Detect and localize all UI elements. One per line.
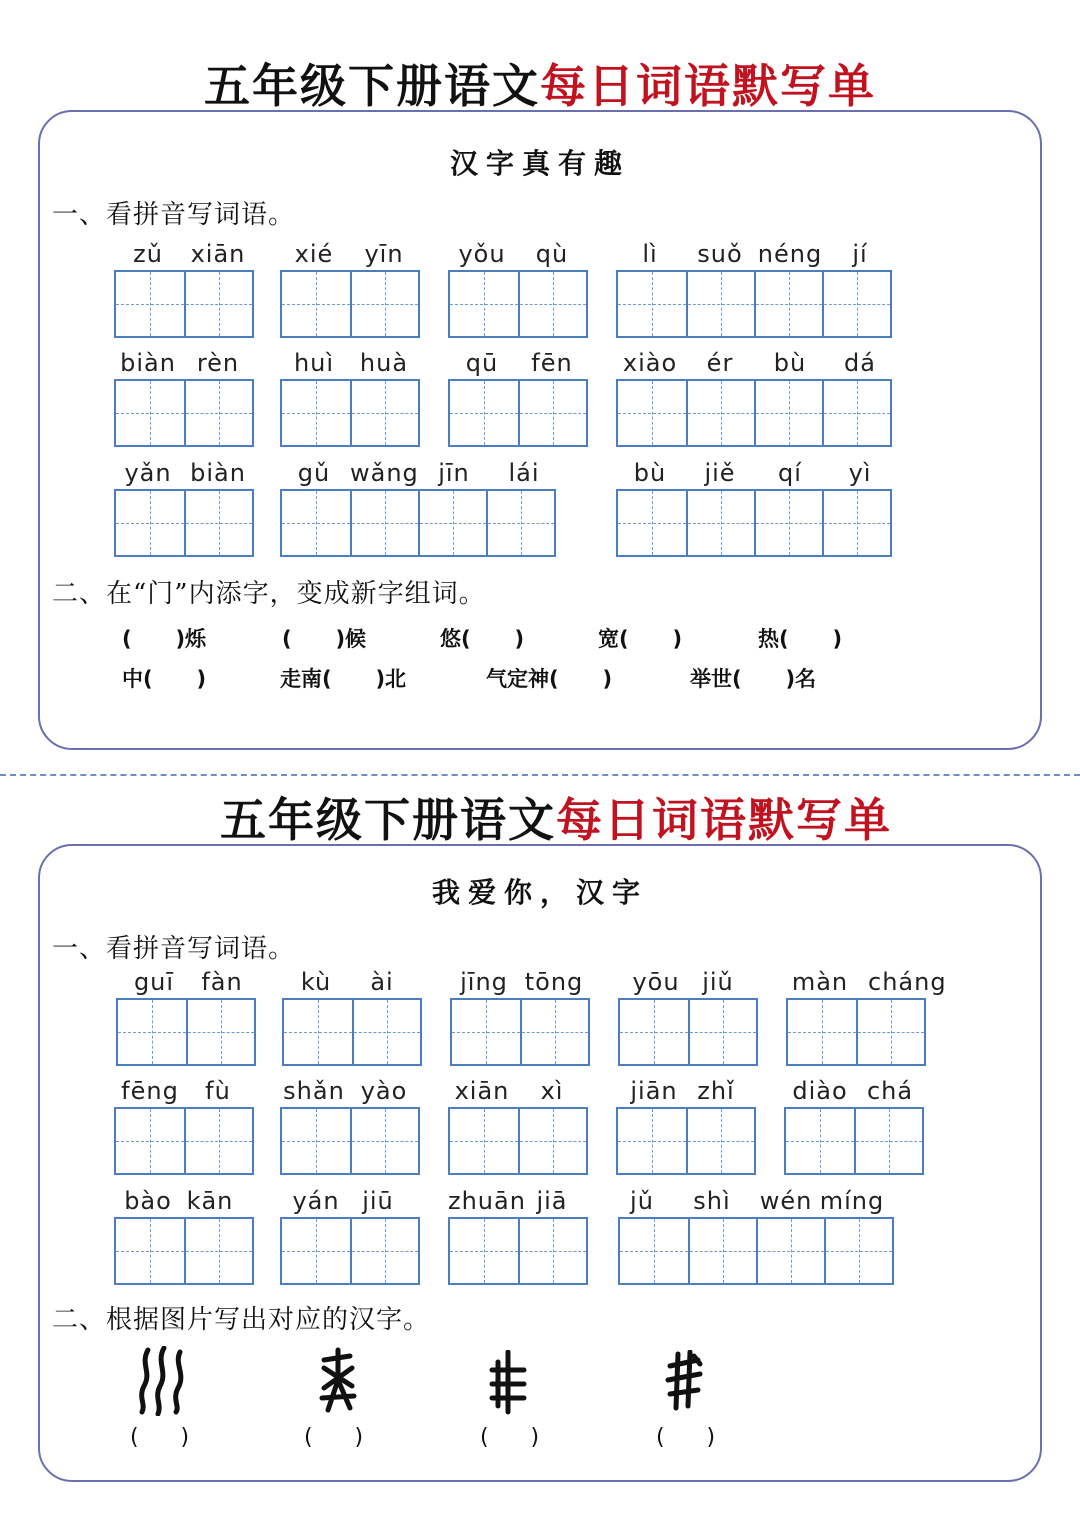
sheet1-title-highlight: 每日词语默写单 <box>540 59 876 113</box>
pinyin-syllable: bào <box>124 1187 172 1215</box>
writing-cell[interactable] <box>116 381 184 445</box>
pinyin-syllable: qù <box>535 240 569 268</box>
fill-blank-item[interactable]: 宽( ) <box>598 627 683 651</box>
sheet1-word[interactable] <box>114 459 254 557</box>
writing-cell[interactable] <box>686 381 754 445</box>
writing-grid[interactable] <box>448 1217 588 1285</box>
writing-grid[interactable] <box>282 998 422 1066</box>
answer-blank[interactable]: ( ) <box>130 1425 190 1450</box>
writing-grid[interactable] <box>784 1107 924 1175</box>
answer-blank[interactable]: ( ) <box>656 1425 716 1450</box>
writing-grid[interactable] <box>786 998 926 1066</box>
writing-grid[interactable] <box>114 379 254 447</box>
sheet1-lesson-title: 汉字真有趣 <box>449 147 630 180</box>
pinyin-syllable: míng <box>819 1187 885 1215</box>
pinyin-syllable: jiā <box>536 1187 568 1215</box>
pinyin-syllable: tōng <box>524 968 584 996</box>
writing-cell[interactable] <box>618 1109 686 1173</box>
pinyin-syllable: jīng <box>460 968 508 996</box>
pinyin-syllable: bù <box>633 459 667 487</box>
writing-cell[interactable] <box>518 381 586 445</box>
pinyin-syllable: yōu <box>632 968 680 996</box>
sheet2-word[interactable] <box>116 968 256 1066</box>
writing-grid[interactable] <box>448 270 588 338</box>
pinyin-syllable: xì <box>540 1077 564 1105</box>
writing-cell[interactable] <box>618 491 686 555</box>
writing-cell[interactable] <box>418 491 486 555</box>
sheet2-section2-heading: 二、根据图片写出对应的汉字。 <box>52 1305 431 1335</box>
pinyin-syllable: jiǔ <box>702 968 734 996</box>
writing-grid[interactable] <box>280 1217 420 1285</box>
writing-cell[interactable] <box>822 381 890 445</box>
pinyin-syllable: yào <box>360 1077 408 1105</box>
writing-cell[interactable] <box>618 272 686 336</box>
sheet2-word[interactable] <box>618 968 758 1066</box>
writing-cell[interactable] <box>520 1000 588 1064</box>
pinyin-syllable: jiě <box>704 459 736 487</box>
answer-blank[interactable]: ( ) <box>480 1425 540 1450</box>
writing-cell[interactable] <box>184 272 252 336</box>
fill-blank-item[interactable]: 中( ) <box>122 667 207 691</box>
writing-grid[interactable] <box>114 1107 254 1175</box>
sheet1-word[interactable] <box>616 349 892 447</box>
writing-cell[interactable] <box>620 1219 688 1283</box>
writing-grid[interactable] <box>616 1107 756 1175</box>
sheet2-word[interactable] <box>448 1077 588 1175</box>
writing-cell[interactable] <box>282 272 350 336</box>
pinyin-syllable: dá <box>844 349 876 377</box>
pinyin-syllable: fēn <box>531 349 573 377</box>
sheet2-word[interactable] <box>280 1187 420 1285</box>
pinyin-syllable: cháng <box>868 968 947 996</box>
writing-grid[interactable] <box>448 1107 588 1175</box>
pinyin-syllable: xiān <box>190 240 246 268</box>
pinyin-syllable: huì <box>293 349 335 377</box>
writing-cell[interactable] <box>450 1109 518 1173</box>
writing-grid[interactable] <box>618 998 758 1066</box>
sheet1-word[interactable] <box>616 459 892 557</box>
fill-blank-item[interactable]: 走南( )北 <box>280 667 407 691</box>
pinyin-syllable: ér <box>706 349 734 377</box>
pinyin-syllable: zhuān <box>448 1187 526 1215</box>
writing-cell[interactable] <box>754 272 822 336</box>
pinyin-syllable: qí <box>778 459 802 487</box>
sheet2-section1-heading: 一、看拼音写词语。 <box>52 934 296 964</box>
sheet2-word[interactable] <box>786 968 947 1066</box>
writing-cell[interactable] <box>116 491 184 555</box>
writing-cell[interactable] <box>854 1109 922 1173</box>
pinyin-syllable: yì <box>848 459 872 487</box>
writing-cell[interactable] <box>686 491 754 555</box>
pinyin-syllable: yǎn <box>124 459 172 487</box>
sheet2-lesson-title: 我爱你，汉字 <box>431 876 648 909</box>
writing-grid[interactable] <box>116 998 256 1066</box>
pinyin-syllable: chá <box>866 1077 914 1105</box>
writing-grid[interactable] <box>450 998 590 1066</box>
writing-grid[interactable] <box>280 489 556 557</box>
ancient-script-glyph-2 <box>316 1346 360 1416</box>
pinyin-syllable: huà <box>359 349 409 377</box>
pinyin-syllable: jīn <box>438 459 470 487</box>
writing-cell[interactable] <box>116 1219 184 1283</box>
pinyin-syllable: guī <box>133 968 175 996</box>
writing-cell[interactable] <box>352 1000 420 1064</box>
pinyin-syllable: fù <box>205 1077 231 1105</box>
writing-cell[interactable] <box>116 1109 184 1173</box>
writing-grid[interactable] <box>280 270 420 338</box>
sheet1-section2-heading: 二、在“门”内添字，变成新字组词。 <box>52 579 486 609</box>
writing-grid[interactable] <box>114 489 254 557</box>
pinyin-syllable: màn <box>791 968 849 996</box>
writing-cell[interactable] <box>350 272 418 336</box>
writing-cell[interactable] <box>450 381 518 445</box>
fill-blank-item[interactable]: 热( ) <box>758 627 843 651</box>
writing-cell[interactable] <box>754 381 822 445</box>
ancient-script-glyph-3 <box>488 1350 528 1416</box>
pinyin-syllable: gǔ <box>297 459 331 487</box>
writing-cell[interactable] <box>754 491 822 555</box>
writing-cell[interactable] <box>184 491 252 555</box>
pinyin-syllable: xiān <box>454 1077 510 1105</box>
writing-cell[interactable] <box>856 1000 924 1064</box>
writing-cell[interactable] <box>282 1109 350 1173</box>
pinyin-syllable: fàn <box>201 968 243 996</box>
fill-blank-item[interactable]: 气定神( ) <box>486 667 613 691</box>
writing-cell[interactable] <box>518 1109 586 1173</box>
sheet2-title <box>16 784 1080 850</box>
sheet2-word[interactable] <box>616 1077 756 1175</box>
writing-cell[interactable] <box>756 1219 824 1283</box>
pinyin-syllable: jiū <box>362 1187 394 1215</box>
pinyin-syllable: zǔ <box>133 240 163 268</box>
writing-cell[interactable] <box>350 1109 418 1173</box>
writing-cell[interactable] <box>184 1219 252 1283</box>
pinyin-syllable: diào <box>792 1077 848 1105</box>
writing-cell[interactable] <box>686 1109 754 1173</box>
writing-cell[interactable] <box>786 1109 854 1173</box>
sheet1-title <box>0 50 1080 116</box>
pinyin-syllable: xiào <box>622 349 678 377</box>
fill-blank-item[interactable]: ( )候 <box>282 627 367 651</box>
fill-blank-item[interactable]: ( )烁 <box>122 627 207 651</box>
sheet2-word[interactable] <box>618 1187 894 1285</box>
writing-cell[interactable] <box>450 1219 518 1283</box>
sheet2-word[interactable] <box>784 1077 924 1175</box>
sheet1-word[interactable] <box>114 240 254 338</box>
sheet2-word[interactable] <box>114 1077 254 1175</box>
fill-blank-item[interactable]: 举世( )名 <box>690 667 817 691</box>
writing-cell[interactable] <box>486 491 554 555</box>
pinyin-syllable: bù <box>773 349 807 377</box>
writing-grid[interactable] <box>616 270 892 338</box>
writing-cell[interactable] <box>686 272 754 336</box>
pinyin-syllable: yǒu <box>458 240 506 268</box>
pinyin-syllable: xié <box>294 240 334 268</box>
writing-cell[interactable] <box>282 491 350 555</box>
pinyin-syllable: shǎn <box>283 1077 345 1105</box>
writing-grid[interactable] <box>616 379 892 447</box>
sheet2-word[interactable] <box>448 1187 588 1285</box>
pinyin-syllable: yán <box>292 1187 340 1215</box>
sheet1-word[interactable] <box>280 459 556 557</box>
pinyin-syllable: lái <box>508 459 540 487</box>
writing-cell[interactable] <box>452 1000 520 1064</box>
writing-cell[interactable] <box>350 491 418 555</box>
writing-cell[interactable] <box>282 1219 350 1283</box>
pinyin-syllable: wǎng <box>350 459 419 487</box>
sheet1-word[interactable] <box>280 240 420 338</box>
ancient-script-glyph-4 <box>664 1350 704 1412</box>
sheet2-word[interactable] <box>280 1077 420 1175</box>
sheet1-title-main: 五年级下册语文 <box>204 59 540 113</box>
writing-cell[interactable] <box>450 272 518 336</box>
sheet2-title-main: 五年级下册语文 <box>220 793 556 847</box>
writing-grid[interactable] <box>114 270 254 338</box>
pinyin-syllable: jiān <box>630 1077 678 1105</box>
writing-cell[interactable] <box>184 1109 252 1173</box>
sheet2-word[interactable] <box>114 1187 254 1285</box>
sheet1-section1-heading: 一、看拼音写词语。 <box>52 200 296 230</box>
pinyin-syllable: kù <box>300 968 332 996</box>
writing-cell[interactable] <box>688 1000 756 1064</box>
pinyin-syllable: jǔ <box>630 1187 654 1215</box>
writing-cell[interactable] <box>788 1000 856 1064</box>
writing-cell[interactable] <box>116 272 184 336</box>
answer-blank[interactable]: ( ) <box>304 1425 364 1450</box>
writing-cell[interactable] <box>350 1219 418 1283</box>
writing-cell[interactable] <box>186 1000 254 1064</box>
writing-cell[interactable] <box>118 1000 186 1064</box>
pinyin-syllable: yīn <box>364 240 404 268</box>
sheet2-word[interactable] <box>282 968 422 1066</box>
pinyin-syllable: ài <box>370 968 394 996</box>
writing-cell[interactable] <box>282 381 350 445</box>
pinyin-syllable: zhǐ <box>697 1077 735 1105</box>
writing-cell[interactable] <box>824 1219 892 1283</box>
fill-blank-item[interactable]: 悠( ) <box>440 627 525 651</box>
sheet1-word[interactable] <box>616 240 892 338</box>
writing-cell[interactable] <box>618 381 686 445</box>
pinyin-syllable: néng <box>757 240 823 268</box>
writing-grid[interactable] <box>618 1217 894 1285</box>
writing-grid[interactable] <box>448 379 588 447</box>
writing-cell[interactable] <box>822 272 890 336</box>
writing-cell[interactable] <box>822 491 890 555</box>
writing-grid[interactable] <box>616 489 892 557</box>
writing-cell[interactable] <box>688 1219 756 1283</box>
writing-grid[interactable] <box>280 1107 420 1175</box>
pinyin-syllable: biàn <box>120 349 176 377</box>
pinyin-syllable: biàn <box>190 459 246 487</box>
pinyin-syllable: qū <box>465 349 499 377</box>
sheet1-word[interactable] <box>448 349 588 447</box>
pinyin-syllable: kān <box>186 1187 234 1215</box>
pinyin-syllable: shì <box>693 1187 731 1215</box>
pinyin-syllable: lì <box>642 240 658 268</box>
pinyin-syllable: jí <box>852 240 868 268</box>
sheet1-word[interactable] <box>280 349 420 447</box>
sheet1-word[interactable] <box>448 240 588 338</box>
pinyin-syllable: suǒ <box>697 240 743 268</box>
writing-cell[interactable] <box>518 272 586 336</box>
writing-grid[interactable] <box>114 1217 254 1285</box>
sheet-divider <box>0 774 1080 776</box>
writing-cell[interactable] <box>184 381 252 445</box>
sheet1-word[interactable] <box>114 349 254 447</box>
writing-grid[interactable] <box>280 379 420 447</box>
pinyin-syllable: wén <box>759 1187 813 1215</box>
writing-cell[interactable] <box>620 1000 688 1064</box>
writing-cell[interactable] <box>518 1219 586 1283</box>
pinyin-syllable: fēng <box>121 1077 179 1105</box>
pinyin-syllable: rèn <box>196 349 240 377</box>
writing-cell[interactable] <box>350 381 418 445</box>
writing-cell[interactable] <box>284 1000 352 1064</box>
sheet2-title-highlight: 每日词语默写单 <box>556 793 892 847</box>
sheet2-word[interactable] <box>450 968 590 1066</box>
ancient-script-glyph-1 <box>134 1346 190 1416</box>
